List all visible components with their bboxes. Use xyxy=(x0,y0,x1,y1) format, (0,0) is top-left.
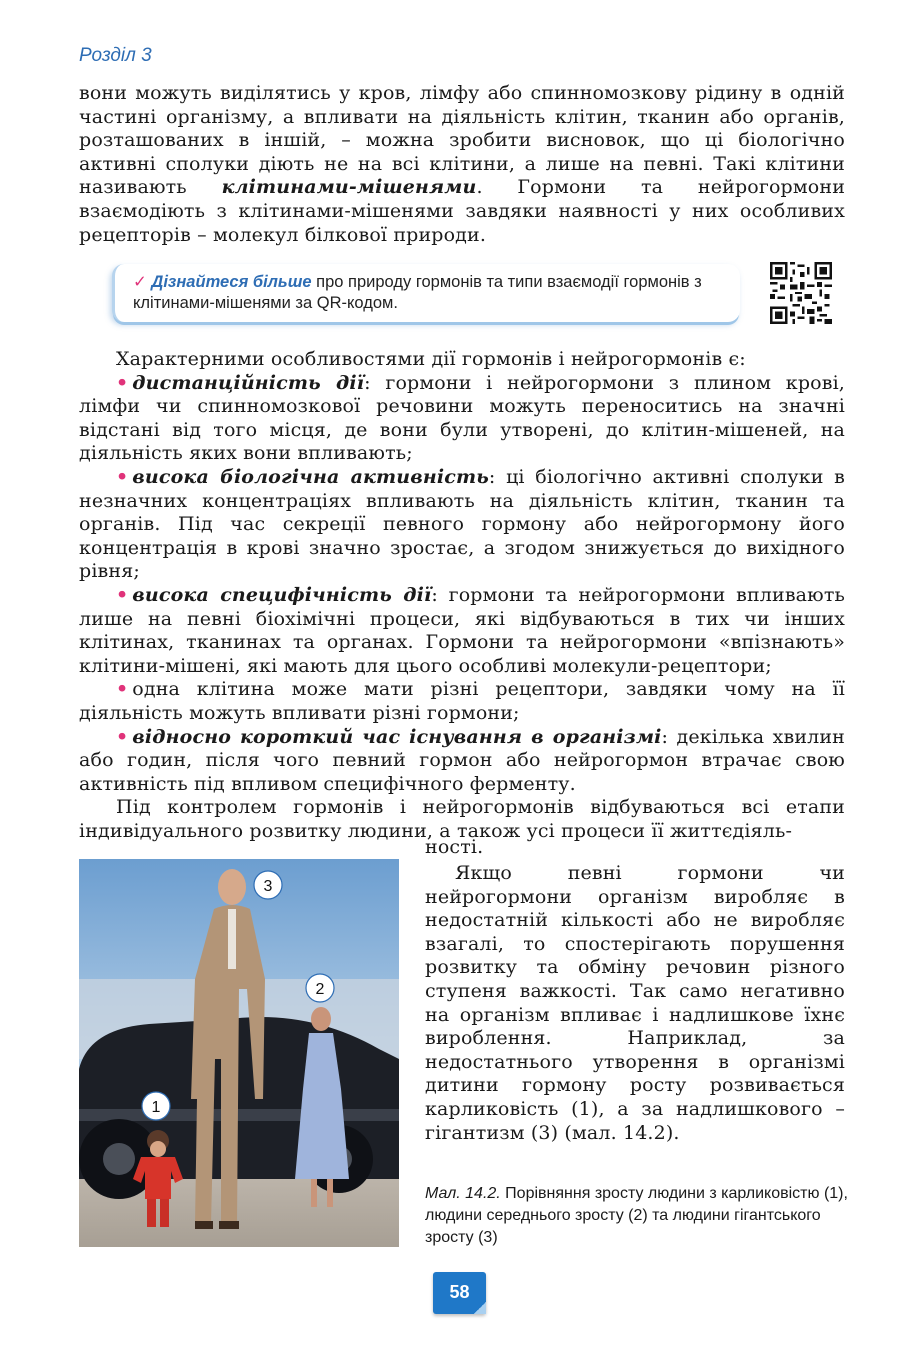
bullet-item xyxy=(79,584,845,678)
side-paragraph xyxy=(425,862,845,1145)
bullet-item xyxy=(79,726,845,797)
para1-end: . Гормони та нейрогормони взаємодіють з клітинами-мішенями завдяки наявності у них особливих рецепторів – молекул білкової природи. xyxy=(79,176,846,246)
bullet-text: : декілька хвилин або годин, після чого певний гормон або нейрогормон втрачає свою активність під впливом специфічного ферменту. xyxy=(79,725,845,795)
bullet-term: дистанційність дії xyxy=(132,371,365,394)
bullet-term: висока біологічна активність xyxy=(132,465,489,488)
caption-text: Порівняння зросту людини з карликовістю (1), людини середнього зросту (2) та людини гігантського зросту (3) xyxy=(425,1185,848,1246)
qr-code-icon[interactable] xyxy=(770,262,832,324)
para1-text: вони можуть виділятись у кров, лімфу або спинномозкову рідину в одній частині організму, а впливати на діяльність клітин, тканин або органів, розташованих в іншій, – можна зробити висновок, що ці біологічно активні сполуки діють не на всі клітини, а лише на певні. Такі клітини називають xyxy=(79,82,845,199)
caption-label: Мал. 14.2. xyxy=(425,1185,501,1202)
features-section xyxy=(79,348,845,843)
figure-caption xyxy=(425,1183,865,1249)
bullet-text: : ці біологічно активні сполуки в незначних концентраціях впливають на діяльність клітин, тканин та органів. Під час секреції певного гормону або нейрогормону його концентрація в крові значно зростає, а згодом знижується до вихідного рівня; xyxy=(79,465,845,583)
section-label: Розділ 3 xyxy=(79,45,152,66)
control-paragraph-end: ності. xyxy=(425,836,484,858)
bullet-icon: • xyxy=(116,465,129,488)
bullet-term: висока специфічність дії xyxy=(132,583,432,606)
learn-more-lead: Дізнайтеся більше xyxy=(151,273,312,291)
bullet-item xyxy=(79,678,845,725)
bullet-text: : гормони і нейрогормони з плином крові, лімфи чи спинномозкової речовини можуть переноситись на значні відстані від того місця, де вони були утворені, до клітин-мішеней, на діяльність яких вони впливають; xyxy=(79,371,845,465)
bullet-text: : гормони та нейрогормони впливають лише на певні біохімічні процеси, які відбуваються в тих чи інших клітинах, тканинах та органах. Гормони та нейрогормони «впізнають» клітини-мішені, які мають для цього особливі молекули-рецептори; xyxy=(79,583,845,677)
control-paragraph: Під контролем гормонів і нейрогормонів відбуваються всі етапи індивідуального розвитку людини, а також усі процеси її життєдіяль- xyxy=(79,796,845,842)
term-target-cells: клітинами-мішенями xyxy=(221,176,477,199)
bullet-term: відносно короткий час існування в організмі xyxy=(132,725,662,748)
bullet-icon: • xyxy=(116,725,129,748)
bullet-icon: • xyxy=(116,371,129,394)
features-intro: Характерними особливостями дії гормонів і нейрогормонів є: xyxy=(116,348,746,370)
bullet-icon: • xyxy=(116,678,129,701)
marker-2: 2 xyxy=(315,981,325,998)
paragraph-intro xyxy=(79,82,845,247)
check-icon: ✓ xyxy=(133,273,147,291)
bullet-text: одна клітина може мати різні рецептори, завдяки чому на її діяльність можуть впливати різні гормони; xyxy=(79,678,845,724)
marker-1: 1 xyxy=(151,1099,161,1116)
marker-3: 3 xyxy=(263,878,273,895)
bullet-item xyxy=(79,466,845,584)
side-paragraph-text: Якщо певні гормони чи нейрогормони організм виробляє в недостатній кількості або не виробляє взагалі, то спостерігають порушення розвитку та обміну речовин різного ступеня важкості. Так само негативно на організм впливає і надлишкове їхнє вироблення. Наприклад, за недостатнього утворення в організмі дитини гормону росту розвивається карликовість (1), а за надлишкового – гігантизм (3) (мал. 14.2). xyxy=(425,862,845,1144)
learn-more-text: про природу гормонів та типи взаємодії гормонів з клітинами-мішенями за QR-кодом. xyxy=(133,273,702,312)
bullet-icon: • xyxy=(116,583,129,606)
learn-more-box xyxy=(112,264,740,322)
bullet-item xyxy=(79,372,845,466)
page-number-badge: 58 xyxy=(433,1272,486,1314)
height-comparison-photo xyxy=(79,859,399,1247)
